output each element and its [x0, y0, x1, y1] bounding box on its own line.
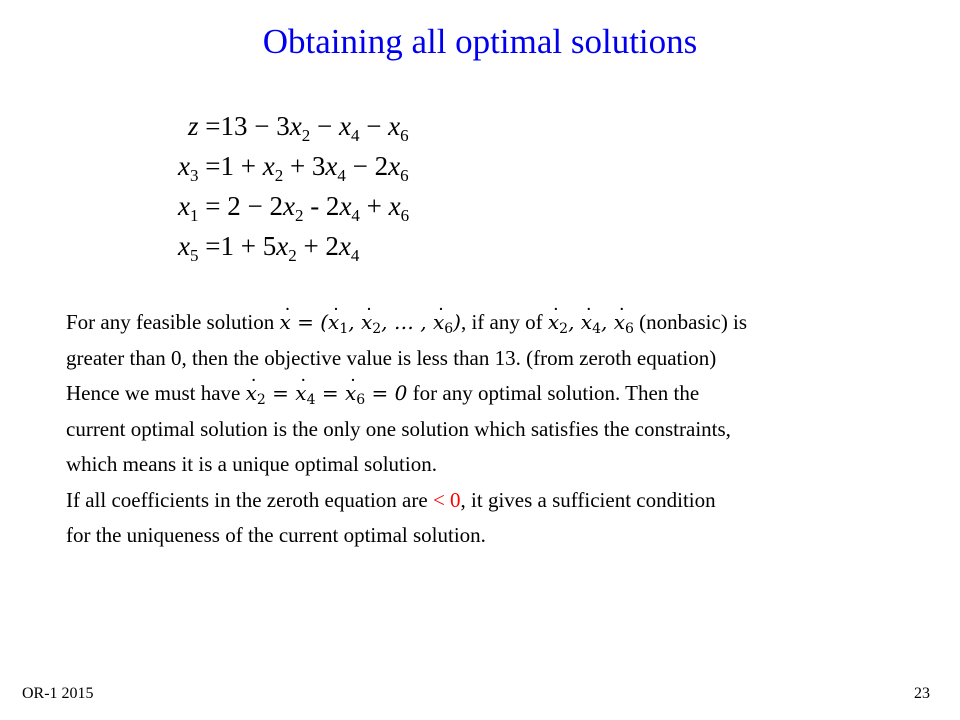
paragraph-line-7: for the uniqueness of the current optimal solution. — [66, 523, 486, 547]
equation-x3: $x_3 =1 + x_2 + 3x_4 - 2x_6$ — [178, 151, 409, 185]
red-inequality: < 0 — [432, 487, 461, 512]
math-feasible-solution: x ˙ = (x $˙_1$, x $˙_2$, … , x $˙_6$) — [279, 310, 461, 334]
paragraph-line-5: which means it is a unique optimal solution. — [66, 452, 437, 476]
body-text — [66, 305, 926, 554]
equation-x1: $x_1 = 2 - 2x_2 - 2x_4 + x_6$ — [178, 191, 410, 225]
equation-z: $z =13 - 3x_2 - x_4 - x_6$ — [188, 111, 409, 145]
paragraph-line-4: current optimal solution is the only one solution which satisfies the constraints, — [66, 416, 731, 441]
equation-x5: $x_5 =1 + 5x_2 + 2x_4$ — [178, 231, 360, 265]
math-zero-condition: x $˙_2 = x$ $˙_4 = x$ $˙_6 = 0$ — [246, 381, 408, 405]
paragraph-line-2: greater than 0, then the objective value is less than 13. (from zeroth equation) — [66, 345, 717, 370]
paragraph-line-6: If all coefficients in the zeroth equation are < 0, it gives a sufficient condition — [66, 487, 716, 512]
slide-title: Obtaining all optimal solutions — [262, 22, 698, 61]
footer-course-label: OR-1 2015 — [22, 685, 94, 702]
equation-block — [178, 106, 409, 266]
math-nonbasic-vars: x $˙_2$, x $˙_4$, x $˙_6$ — [548, 310, 634, 334]
page-number: 23 — [914, 685, 930, 702]
paragraph-line-3: Hence we must have x $˙_2 = x$ $˙_4 = x$ $˙_6 = 0$ for any optimal solution. Then the — [66, 376, 926, 412]
paragraph-line-1: For any feasible solution x ˙ = (x $˙_1$, x $˙_2$, … , x $˙_6$), if any of x $˙_2$, x $˙_4$, x $˙_6$ (nonbasic) is — [66, 305, 926, 341]
